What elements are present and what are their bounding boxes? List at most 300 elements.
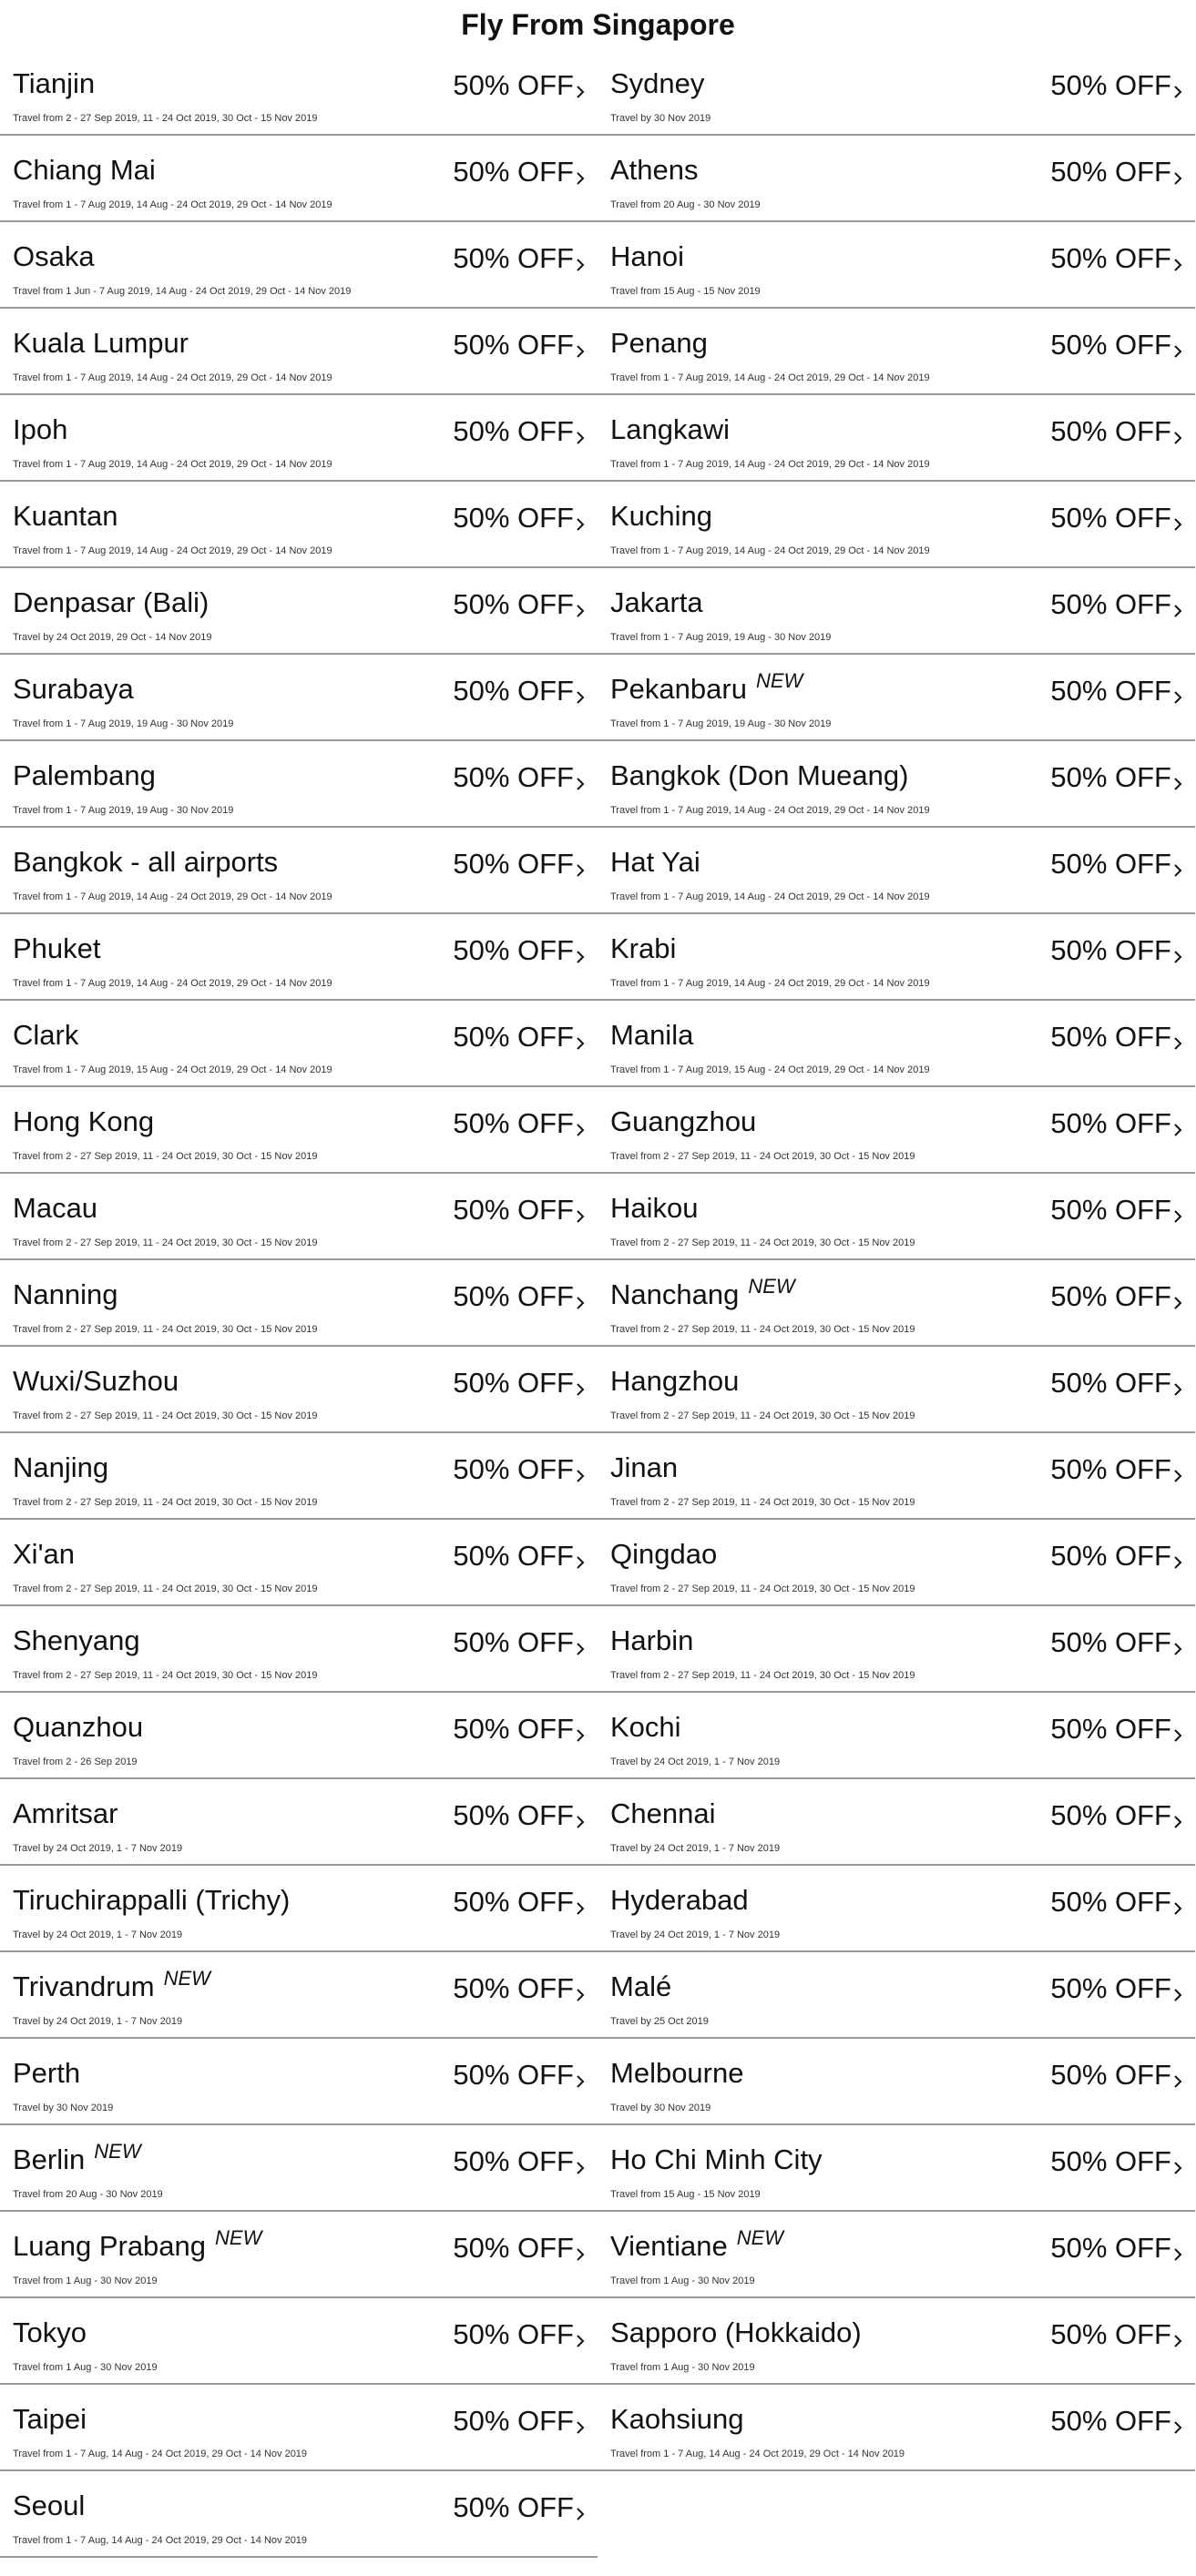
destination-label: Amritsar xyxy=(13,1797,118,1829)
discount-label: 50% OFF xyxy=(453,1453,574,1485)
discount-label: 50% OFF xyxy=(453,502,574,534)
deal-item[interactable] xyxy=(598,2125,1195,2212)
chevron-right-icon xyxy=(1170,776,1186,792)
deal-item[interactable] xyxy=(598,2385,1195,2471)
discount-label: 50% OFF xyxy=(453,1194,574,1226)
destination-label: Berlin xyxy=(13,2143,86,2175)
deal-item[interactable] xyxy=(598,2039,1195,2125)
destination-name xyxy=(13,586,209,619)
deal-item[interactable] xyxy=(598,1520,1195,1606)
deal-item[interactable] xyxy=(0,482,598,568)
discount-label: 50% OFF xyxy=(1050,69,1171,101)
discount-label: 50% OFF xyxy=(1050,1367,1171,1399)
travel-period: Travel by 30 Nov 2019 xyxy=(610,113,711,124)
travel-period: Travel by 24 Oct 2019, 1 - 7 Nov 2019 xyxy=(610,1929,781,1940)
discount-label: 50% OFF xyxy=(1050,156,1171,188)
chevron-right-icon xyxy=(1170,862,1186,879)
chevron-right-icon xyxy=(572,257,588,273)
destination-label: Malé xyxy=(610,1970,672,2002)
chevron-right-icon xyxy=(572,2419,588,2436)
travel-period: Travel from 15 Aug - 15 Nov 2019 xyxy=(610,286,761,297)
chevron-right-icon xyxy=(1170,1641,1186,1657)
deal-item[interactable] xyxy=(0,1606,598,1693)
chevron-right-icon xyxy=(572,1900,588,1917)
deal-item[interactable] xyxy=(598,828,1195,914)
destination-label: Hong Kong xyxy=(13,1105,155,1137)
destination-label: Jinan xyxy=(610,1451,679,1483)
discount-label: 50% OFF xyxy=(453,415,574,447)
travel-period: Travel from 2 - 27 Sep 2019, 11 - 24 Oct 2019, 30 Oct - 15 Nov 2019 xyxy=(13,1583,318,1594)
travel-period: Travel by 30 Nov 2019 xyxy=(610,2103,711,2113)
chevron-right-icon xyxy=(1170,1295,1186,1311)
deal-item[interactable] xyxy=(598,2212,1195,2298)
new-badge: NEW xyxy=(94,2140,141,2163)
destination-label: Harbin xyxy=(610,1624,694,1656)
destination-name xyxy=(13,2403,87,2436)
travel-period: Travel from 1 Jun - 7 Aug 2019, 14 Aug - 24 Oct 2019, 29 Oct - 14 Nov 2019 xyxy=(13,286,352,297)
deal-item[interactable] xyxy=(0,2039,598,2125)
travel-period: Travel from 1 - 7 Aug 2019, 14 Aug - 24 Oct 2019, 29 Oct - 14 Nov 2019 xyxy=(13,545,332,556)
destination-name xyxy=(13,2140,141,2176)
destination-label: Shenyang xyxy=(13,1624,140,1656)
destination-label: Jakarta xyxy=(610,586,703,618)
discount-label: 50% OFF xyxy=(453,2059,574,2091)
destination-label: Ho Chi Minh City xyxy=(610,2143,823,2175)
destination-name xyxy=(13,2057,80,2090)
chevron-right-icon xyxy=(1170,1208,1186,1225)
travel-period: Travel from 1 - 7 Aug 2019, 14 Aug - 24 Oct 2019, 29 Oct - 14 Nov 2019 xyxy=(13,891,332,902)
travel-period: Travel from 2 - 27 Sep 2019, 11 - 24 Oct 2019, 30 Oct - 15 Nov 2019 xyxy=(610,1324,915,1335)
destination-label: Nanchang xyxy=(610,1278,740,1310)
destination-name xyxy=(610,2226,784,2263)
deal-item[interactable] xyxy=(598,741,1195,828)
destination-name xyxy=(610,669,803,706)
chevron-right-icon xyxy=(1170,1814,1186,1830)
destination-label: Tiruchirappalli (Trichy) xyxy=(13,1884,291,1916)
chevron-right-icon xyxy=(572,430,588,446)
destination-name xyxy=(610,1970,671,2003)
discount-label: 50% OFF xyxy=(453,1107,574,1139)
travel-period: Travel from 1 - 7 Aug 2019, 14 Aug - 24 Oct 2019, 29 Oct - 14 Nov 2019 xyxy=(610,978,930,989)
destination-label: Surabaya xyxy=(13,673,134,705)
destination-name xyxy=(13,2489,85,2522)
destination-name xyxy=(610,1538,717,1571)
travel-period: Travel from 1 Aug - 30 Nov 2019 xyxy=(13,2362,158,2373)
travel-period: Travel from 1 - 7 Aug 2019, 14 Aug - 24 Oct 2019, 29 Oct - 14 Nov 2019 xyxy=(610,545,930,556)
deal-item[interactable] xyxy=(598,568,1195,655)
chevron-right-icon xyxy=(572,2246,588,2263)
destination-name xyxy=(610,586,703,619)
chevron-right-icon xyxy=(572,2333,588,2349)
chevron-right-icon xyxy=(572,343,588,360)
chevron-right-icon xyxy=(572,603,588,619)
destination-label: Tokyo xyxy=(13,2316,87,2348)
travel-period: Travel from 1 - 7 Aug 2019, 14 Aug - 24 Oct 2019, 29 Oct - 14 Nov 2019 xyxy=(13,459,332,470)
chevron-right-icon xyxy=(572,2506,588,2522)
deal-item[interactable] xyxy=(0,49,598,136)
destination-name xyxy=(610,1192,699,1225)
travel-period: Travel from 2 - 27 Sep 2019, 11 - 24 Oct 2019, 30 Oct - 15 Nov 2019 xyxy=(610,1670,915,1681)
chevron-right-icon xyxy=(572,689,588,706)
discount-label: 50% OFF xyxy=(1050,2145,1171,2177)
travel-period: Travel by 24 Oct 2019, 1 - 7 Nov 2019 xyxy=(13,2016,183,2027)
discount-label: 50% OFF xyxy=(1050,2059,1171,2091)
destination-label: Hat Yai xyxy=(610,846,700,878)
deal-item[interactable] xyxy=(0,1693,598,1779)
discount-label: 50% OFF xyxy=(453,675,574,707)
travel-period: Travel from 1 - 7 Aug, 14 Aug - 24 Oct 2019, 29 Oct - 14 Nov 2019 xyxy=(13,2449,308,2459)
deal-item[interactable] xyxy=(0,309,598,395)
discount-label: 50% OFF xyxy=(1050,761,1171,793)
travel-period: Travel by 30 Nov 2019 xyxy=(13,2103,114,2113)
chevron-right-icon xyxy=(572,1381,588,1398)
travel-period: Travel from 1 - 7 Aug 2019, 19 Aug - 30 Nov 2019 xyxy=(13,718,234,729)
destination-name xyxy=(13,1365,179,1398)
destination-name xyxy=(13,846,278,879)
destination-name xyxy=(610,67,704,100)
deal-item[interactable] xyxy=(0,1260,598,1347)
chevron-right-icon xyxy=(1170,1727,1186,1744)
destination-label: Kuantan xyxy=(13,500,118,532)
chevron-right-icon xyxy=(1170,1554,1186,1571)
discount-label: 50% OFF xyxy=(453,934,574,966)
destination-name xyxy=(610,2057,743,2090)
destination-label: Luang Prabang xyxy=(13,2230,207,2262)
travel-period: Travel from 15 Aug - 15 Nov 2019 xyxy=(610,2189,761,2200)
deal-item[interactable] xyxy=(0,741,598,828)
destination-name xyxy=(13,1711,143,1744)
travel-period: Travel from 1 - 7 Aug 2019, 14 Aug - 24 Oct 2019, 29 Oct - 14 Nov 2019 xyxy=(610,805,930,816)
deal-item[interactable] xyxy=(598,1952,1195,2039)
deal-item[interactable] xyxy=(0,2471,598,2558)
chevron-right-icon xyxy=(1170,2160,1186,2176)
chevron-right-icon xyxy=(572,1295,588,1311)
deal-item[interactable] xyxy=(0,222,598,309)
deal-item[interactable] xyxy=(0,1866,598,1952)
destination-label: Haikou xyxy=(610,1192,699,1224)
deal-item[interactable] xyxy=(0,2125,598,2212)
discount-label: 50% OFF xyxy=(1050,1453,1171,1485)
deal-item[interactable] xyxy=(0,136,598,222)
destination-name xyxy=(13,154,156,187)
empty-cell xyxy=(598,2471,1195,2558)
deal-item[interactable] xyxy=(598,1174,1195,1260)
destination-label: Quanzhou xyxy=(13,1711,144,1743)
chevron-right-icon xyxy=(1170,516,1186,533)
destination-label: Hangzhou xyxy=(610,1365,740,1397)
chevron-right-icon xyxy=(572,2160,588,2176)
discount-label: 50% OFF xyxy=(453,848,574,880)
destination-name xyxy=(13,1192,97,1225)
discount-label: 50% OFF xyxy=(1050,588,1171,620)
discount-label: 50% OFF xyxy=(453,1021,574,1053)
destination-label: Bangkok (Don Mueang) xyxy=(610,759,909,791)
destination-label: Xi'an xyxy=(13,1538,75,1570)
deal-item[interactable] xyxy=(0,2212,598,2298)
deal-item[interactable] xyxy=(598,222,1195,309)
deal-item[interactable] xyxy=(598,914,1195,1001)
destination-label: Nanjing xyxy=(13,1451,109,1483)
chevron-right-icon xyxy=(1170,2246,1186,2263)
chevron-right-icon xyxy=(1170,1035,1186,1052)
travel-period: Travel by 24 Oct 2019, 29 Oct - 14 Nov 2019 xyxy=(13,632,212,643)
destination-name xyxy=(610,2403,744,2436)
destination-name xyxy=(13,327,189,360)
travel-period: Travel from 1 - 7 Aug 2019, 19 Aug - 30 Nov 2019 xyxy=(610,632,832,643)
discount-label: 50% OFF xyxy=(453,1886,574,1918)
chevron-right-icon xyxy=(1170,257,1186,273)
destination-name xyxy=(13,1538,75,1571)
destination-label: Kuching xyxy=(610,500,713,532)
deal-item[interactable] xyxy=(598,1433,1195,1520)
deal-item[interactable] xyxy=(0,914,598,1001)
destination-name xyxy=(13,1278,118,1311)
chevron-right-icon xyxy=(1170,170,1186,187)
travel-period: Travel from 1 - 7 Aug 2019, 19 Aug - 30 Nov 2019 xyxy=(13,805,234,816)
destination-name xyxy=(13,1967,210,2003)
deal-item[interactable] xyxy=(598,309,1195,395)
chevron-right-icon xyxy=(572,516,588,533)
travel-period: Travel from 1 - 7 Aug 2019, 15 Aug - 24 Oct 2019, 29 Oct - 14 Nov 2019 xyxy=(610,1064,930,1075)
deal-item[interactable] xyxy=(598,1347,1195,1433)
destination-label: Kochi xyxy=(610,1711,681,1743)
chevron-right-icon xyxy=(572,1122,588,1138)
destination-label: Trivandrum xyxy=(13,1970,155,2002)
destination-name xyxy=(610,2143,823,2176)
destination-label: Krabi xyxy=(610,932,677,964)
deal-item[interactable] xyxy=(598,1866,1195,1952)
chevron-right-icon xyxy=(572,170,588,187)
deal-item[interactable] xyxy=(0,1520,598,1606)
destination-name xyxy=(13,759,156,792)
deal-item[interactable] xyxy=(0,1347,598,1433)
destination-label: Qingdao xyxy=(610,1538,718,1570)
deal-item[interactable] xyxy=(598,1693,1195,1779)
destination-label: Taipei xyxy=(13,2403,87,2435)
chevron-right-icon xyxy=(572,84,588,100)
discount-label: 50% OFF xyxy=(1050,1540,1171,1572)
destination-label: Nanning xyxy=(13,1278,118,1310)
deal-item[interactable] xyxy=(0,568,598,655)
travel-period: Travel from 2 - 26 Sep 2019 xyxy=(13,1756,138,1767)
chevron-right-icon xyxy=(1170,430,1186,446)
destination-name xyxy=(13,932,101,965)
discount-label: 50% OFF xyxy=(1050,242,1171,274)
destination-label: Chennai xyxy=(610,1797,716,1829)
travel-period: Travel from 1 - 7 Aug 2019, 14 Aug - 24 Oct 2019, 29 Oct - 14 Nov 2019 xyxy=(610,372,930,383)
destination-label: Langkawi xyxy=(610,413,730,445)
chevron-right-icon xyxy=(1170,1122,1186,1138)
discount-label: 50% OFF xyxy=(453,1713,574,1745)
discount-label: 50% OFF xyxy=(453,1972,574,2004)
destination-label: Manila xyxy=(610,1019,694,1051)
discount-label: 50% OFF xyxy=(453,69,574,101)
deal-item[interactable] xyxy=(598,655,1195,741)
new-badge: NEW xyxy=(163,1967,210,1990)
discount-label: 50% OFF xyxy=(1050,2232,1171,2264)
discount-label: 50% OFF xyxy=(453,588,574,620)
destination-name xyxy=(610,2316,862,2349)
destination-label: Clark xyxy=(13,1019,79,1051)
travel-period: Travel from 2 - 27 Sep 2019, 11 - 24 Oct 2019, 30 Oct - 15 Nov 2019 xyxy=(610,1497,915,1508)
travel-period: Travel by 24 Oct 2019, 1 - 7 Nov 2019 xyxy=(13,1929,183,1940)
destination-label: Penang xyxy=(610,327,708,359)
travel-period: Travel from 1 Aug - 30 Nov 2019 xyxy=(610,2276,755,2286)
chevron-right-icon xyxy=(1170,689,1186,706)
destination-label: Guangzhou xyxy=(610,1105,757,1137)
discount-label: 50% OFF xyxy=(1050,848,1171,880)
discount-label: 50% OFF xyxy=(453,242,574,274)
chevron-right-icon xyxy=(572,949,588,965)
chevron-right-icon xyxy=(572,862,588,879)
destination-name xyxy=(13,1797,118,1830)
destination-label: Osaka xyxy=(13,240,95,272)
destination-name xyxy=(610,240,684,273)
chevron-right-icon xyxy=(1170,343,1186,360)
destination-name xyxy=(13,67,95,100)
chevron-right-icon xyxy=(572,1468,588,1484)
travel-period: Travel from 1 - 7 Aug 2019, 14 Aug - 24 Oct 2019, 29 Oct - 14 Nov 2019 xyxy=(610,891,930,902)
deal-item[interactable] xyxy=(0,1087,598,1174)
chevron-right-icon xyxy=(1170,1468,1186,1484)
discount-label: 50% OFF xyxy=(453,1540,574,1572)
destination-name xyxy=(13,240,95,273)
travel-period: Travel from 1 - 7 Aug, 14 Aug - 24 Oct 2019, 29 Oct - 14 Nov 2019 xyxy=(13,2535,308,2546)
destination-label: Kuala Lumpur xyxy=(13,327,189,359)
travel-period: Travel from 2 - 27 Sep 2019, 11 - 24 Oct 2019, 30 Oct - 15 Nov 2019 xyxy=(13,1151,318,1162)
chevron-right-icon xyxy=(572,1554,588,1571)
chevron-right-icon xyxy=(1170,2419,1186,2436)
discount-label: 50% OFF xyxy=(1050,934,1171,966)
chevron-right-icon xyxy=(1170,1987,1186,2003)
chevron-right-icon xyxy=(572,1727,588,1744)
destination-label: Vientiane xyxy=(610,2230,728,2262)
destination-name xyxy=(610,1451,678,1484)
destination-name xyxy=(610,1105,756,1138)
deal-item[interactable] xyxy=(0,1174,598,1260)
travel-period: Travel by 24 Oct 2019, 1 - 7 Nov 2019 xyxy=(13,1843,183,1854)
deal-item[interactable] xyxy=(0,1433,598,1520)
destination-name xyxy=(13,2316,87,2349)
discount-label: 50% OFF xyxy=(1050,675,1171,707)
deal-item[interactable] xyxy=(598,1087,1195,1174)
chevron-right-icon xyxy=(572,1814,588,1830)
chevron-right-icon xyxy=(572,2073,588,2090)
chevron-right-icon xyxy=(572,1987,588,2003)
destination-label: Seoul xyxy=(13,2489,86,2521)
chevron-right-icon xyxy=(572,776,588,792)
travel-period: Travel by 25 Oct 2019 xyxy=(610,2016,709,2027)
new-badge: NEW xyxy=(748,1275,795,1298)
deal-item[interactable] xyxy=(0,828,598,914)
chevron-right-icon xyxy=(1170,1900,1186,1917)
destination-name xyxy=(13,500,118,533)
destination-label: Ipoh xyxy=(13,413,68,445)
destination-name xyxy=(610,1365,739,1398)
destination-label: Chiang Mai xyxy=(13,154,156,186)
destination-name xyxy=(610,413,730,446)
destination-name xyxy=(13,1451,108,1484)
destination-name xyxy=(13,2226,262,2263)
destination-name xyxy=(13,1105,154,1138)
destination-name xyxy=(610,1884,749,1917)
deal-item[interactable] xyxy=(598,2298,1195,2385)
destination-label: Melbourne xyxy=(610,2057,744,2089)
discount-label: 50% OFF xyxy=(1050,1107,1171,1139)
deal-item[interactable] xyxy=(598,482,1195,568)
travel-period: Travel from 1 - 7 Aug 2019, 15 Aug - 24 Oct 2019, 29 Oct - 14 Nov 2019 xyxy=(13,1064,332,1075)
deal-item[interactable] xyxy=(0,1779,598,1866)
new-badge: NEW xyxy=(215,2226,262,2249)
chevron-right-icon xyxy=(1170,2073,1186,2090)
chevron-right-icon xyxy=(1170,84,1186,100)
travel-period: Travel from 20 Aug - 30 Nov 2019 xyxy=(610,199,761,210)
deal-item[interactable] xyxy=(0,395,598,482)
discount-label: 50% OFF xyxy=(1050,1799,1171,1831)
discount-label: 50% OFF xyxy=(1050,329,1171,361)
deal-item[interactable] xyxy=(598,1779,1195,1866)
travel-period: Travel from 1 - 7 Aug 2019, 14 Aug - 24 Oct 2019, 29 Oct - 14 Nov 2019 xyxy=(610,459,930,470)
destination-name xyxy=(610,1797,715,1830)
deal-item[interactable] xyxy=(598,1260,1195,1347)
discount-label: 50% OFF xyxy=(1050,1021,1171,1053)
destination-name xyxy=(13,673,134,706)
destination-label: Athens xyxy=(610,154,699,186)
discount-label: 50% OFF xyxy=(1050,1886,1171,1918)
deal-item[interactable] xyxy=(0,2385,598,2471)
deal-item[interactable] xyxy=(598,49,1195,136)
travel-period: Travel from 1 Aug - 30 Nov 2019 xyxy=(610,2362,755,2373)
discount-label: 50% OFF xyxy=(453,2145,574,2177)
deal-item[interactable] xyxy=(0,655,598,741)
deal-item[interactable] xyxy=(0,1001,598,1087)
page-title: Fly From Singapore xyxy=(461,7,735,41)
travel-period: Travel from 2 - 27 Sep 2019, 11 - 24 Oct 2019, 30 Oct - 15 Nov 2019 xyxy=(13,1497,318,1508)
deal-item[interactable] xyxy=(598,395,1195,482)
deal-item[interactable] xyxy=(0,1952,598,2039)
destination-name xyxy=(610,759,908,792)
chevron-right-icon xyxy=(572,1035,588,1052)
travel-period: Travel from 1 - 7 Aug 2019, 19 Aug - 30 Nov 2019 xyxy=(610,718,832,729)
chevron-right-icon xyxy=(572,1208,588,1225)
travel-period: Travel from 2 - 27 Sep 2019, 11 - 24 Oct 2019, 30 Oct - 15 Nov 2019 xyxy=(13,1410,318,1421)
travel-period: Travel from 1 - 7 Aug, 14 Aug - 24 Oct 2019, 29 Oct - 14 Nov 2019 xyxy=(610,2449,905,2459)
discount-label: 50% OFF xyxy=(1050,1626,1171,1658)
discount-label: 50% OFF xyxy=(453,1799,574,1831)
discount-label: 50% OFF xyxy=(1050,1972,1171,2004)
destination-label: Kaohsiung xyxy=(610,2403,744,2435)
destination-name xyxy=(13,413,67,446)
destination-label: Sydney xyxy=(610,67,705,99)
deal-item[interactable] xyxy=(598,1606,1195,1693)
destination-name xyxy=(610,1711,681,1744)
discount-label: 50% OFF xyxy=(453,761,574,793)
travel-period: Travel from 1 - 7 Aug 2019, 14 Aug - 24 Oct 2019, 29 Oct - 14 Nov 2019 xyxy=(13,372,332,383)
destination-name xyxy=(610,154,699,187)
travel-period: Travel from 2 - 27 Sep 2019, 11 - 24 Oct 2019, 30 Oct - 15 Nov 2019 xyxy=(610,1410,915,1421)
new-badge: NEW xyxy=(755,669,803,692)
deal-item[interactable] xyxy=(598,136,1195,222)
deal-item[interactable] xyxy=(0,2298,598,2385)
deal-item[interactable] xyxy=(598,1001,1195,1087)
travel-period: Travel from 1 - 7 Aug 2019, 14 Aug - 24 Oct 2019, 29 Oct - 14 Nov 2019 xyxy=(13,199,332,210)
discount-label: 50% OFF xyxy=(453,1626,574,1658)
destination-label: Pekanbaru xyxy=(610,673,747,705)
travel-period: Travel from 20 Aug - 30 Nov 2019 xyxy=(13,2189,163,2200)
chevron-right-icon xyxy=(1170,1381,1186,1398)
discount-label: 50% OFF xyxy=(1050,502,1171,534)
new-badge: NEW xyxy=(736,2226,784,2249)
